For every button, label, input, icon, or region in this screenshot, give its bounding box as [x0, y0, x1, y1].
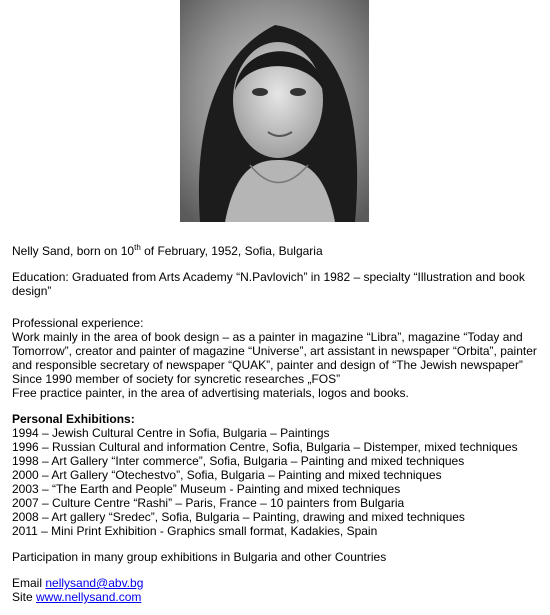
email-line: Email nellysand@abv.bg [12, 576, 144, 590]
exhibition-item: 1998 – Art Gallery “Inter commerce”, Sofia, Bulgaria – Painting and mixed techniques [12, 454, 465, 468]
exhibitions-heading: Personal Exhibitions: [12, 412, 135, 426]
portrait-photo [180, 0, 369, 222]
participation-line: Participation in many group exhibitions in Bulgaria and other Countries [12, 550, 387, 564]
bio-content [12, 244, 542, 604]
email-link[interactable]: nellysand@abv.bg [45, 576, 144, 590]
site-line: Site www.nellysand.com [12, 590, 142, 604]
exhibition-item: 2003 – “The Earth and People” Museum - Painting and mixed techniques [12, 482, 401, 496]
exhibition-item: 2000 – Art Gallery “Otechestvo”, Sofia, Bulgaria – Painting and mixed techniques [12, 468, 442, 482]
site-link[interactable]: www.nellysand.com [36, 590, 142, 604]
professional-heading: Professional experience: [12, 316, 144, 330]
freelance-line: Free practice painter, in the area of advertising materials, logos and books. [12, 386, 409, 400]
exhibition-item: 2011 – Mini Print Exhibition - Graphics small format, Kadakies, Spain [12, 524, 378, 538]
exhibition-item: 1996 – Russian Cultural and information Centre, Sofia, Bulgaria – Distemper, mixed techniques [12, 440, 518, 454]
membership-line: Since 1990 member of society for syncretic researches „FOS” [12, 372, 341, 386]
education-line: Education: Graduated from Arts Academy “N.Pavlovich” in 1982 – specialty “Illustration and book design” [12, 270, 525, 298]
intro-line: Nelly Sand, born on 10th of February, 1952, Sofia, Bulgaria [12, 243, 323, 258]
exhibition-item: 2007 – Culture Centre “Rashi” – Paris, France – 10 painters from Bulgaria [12, 496, 405, 510]
professional-text: Work mainly in the area of book design – as a painter in magazine “Libra”, magazine “Today and Tomorrow”, creator and painter of magazine “Universe”, art assistant in newspaper “Orbita”, painter and responsible secretary of newspaper “QUAK”, painter and design of “The Jewish newspaper” [12, 330, 537, 372]
exhibition-item: 1994 – Jewish Cultural Centre in Sofia, Bulgaria – Paintings [12, 426, 330, 440]
exhibition-item: 2008 – Art gallery “Sredec”, Sofia, Bulgaria – Painting, drawing and mixed techniques [12, 510, 465, 524]
